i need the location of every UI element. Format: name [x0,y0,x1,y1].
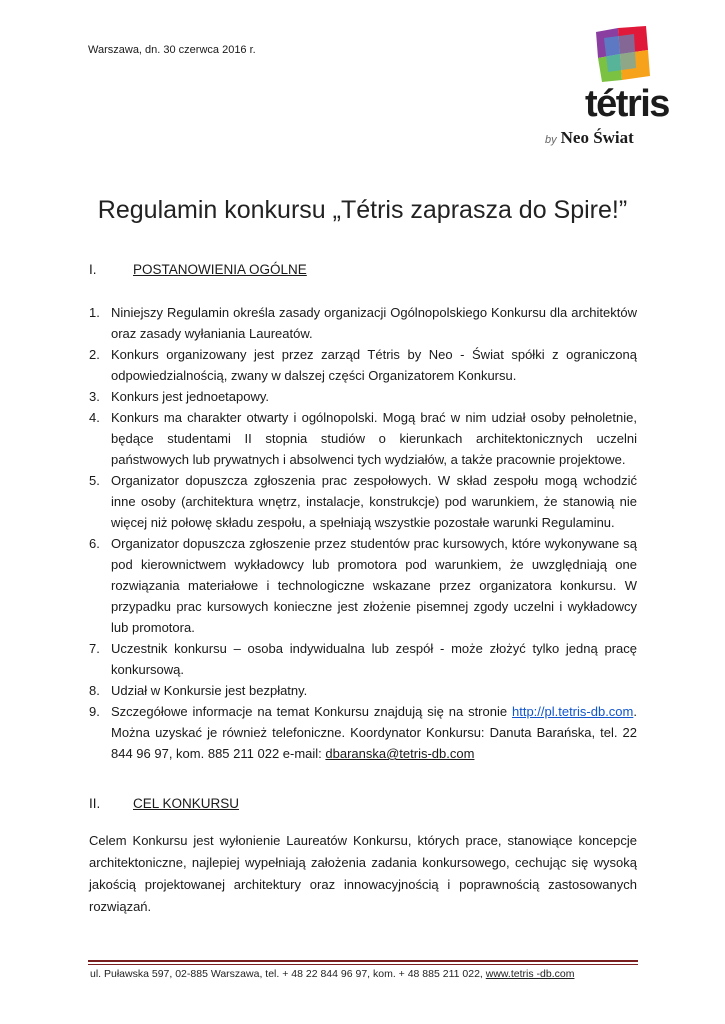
item-text: Udział w Konkursie jest bezpłatny. [111,683,308,698]
item-number: 1. [89,305,100,320]
footer [90,968,574,980]
item-text: Konkurs organizowany jest przez zarząd Tétris by Neo - Świat spółki z ograniczoną odpowiedzialnością, zwany w dalszej części Organizatorem Konkursu. [111,347,637,383]
item-number: 5. [89,473,100,488]
list-item [89,638,637,680]
section-heading-1 [89,262,307,277]
list-item [89,407,637,470]
logo-by: by [545,134,557,146]
section-number: II. [89,796,101,811]
date-line: Warszawa, dn. 30 czerwca 2016 r. [88,44,256,56]
item-number: 7. [89,641,100,656]
list-item [89,470,637,533]
item-text: Organizator dopuszcza zgłoszenie przez studentów prac kursowych, które wykonywane są pod kierownictwem wykładowcy lub promotora pod warunkiem, że uwzględniają one rozwiązania materiałowe i technologiczne wskazane przez organizatora konkursu. W przypadku prac kursowych konieczne jest złożenie pisemnej zgody uczelni i wykładowcy lub promotora. [111,536,637,635]
rules-list [89,302,637,764]
cube-logo-icon [590,24,658,84]
footer-website-link[interactable]: www.tetris -db.com [485,968,575,980]
item-number: 6. [89,536,100,551]
coordinator-email-link[interactable]: dbaranska@tetris-db.com [325,746,475,761]
tetris-logo [545,22,669,152]
item-text: Niniejszy Regulamin określa zasady organizacji Ogólnopolskiego Konkursu dla architektów oraz zasady wyłaniania Laureatów. [111,305,637,341]
logo-byline [545,128,634,148]
item-number: 3. [89,389,100,404]
contest-website-link[interactable]: http://pl.tetris-db.com [511,704,634,719]
footer-divider-thin [88,964,638,965]
item-text-before: Szczegółowe informacje na temat Konkursu znajdują się na stronie [111,704,512,719]
item-number: 8. [89,683,100,698]
list-item [89,344,637,386]
section-heading-2 [89,796,239,811]
item-text-mid: . Można uzyskać je również telefoniczne. Koordynator Konkursu: Danuta Barańska, tel. 22 844 96 97, kom. 885 211 022 e-mail: [111,704,637,761]
list-item [89,533,637,638]
item-number: 9. [89,704,100,719]
item-number: 4. [89,410,100,425]
section-title: CEL KONKURSU [133,796,240,811]
list-item [89,302,637,344]
list-item [89,701,637,764]
document-title: Regulamin konkursu „Tétris zaprasza do Spire!” [97,196,628,224]
footer-divider [88,960,638,962]
brand-name: tétris [585,83,669,125]
section-number: I. [89,262,97,277]
list-item [89,680,637,701]
item-number: 2. [89,347,100,362]
item-text: Konkurs ma charakter otwarty i ogólnopolski. Mogą brać w nim udział osoby pełnoletnie, będące studentami II stopnia studiów o kierunkach architektonicznych uczelni państwowych lub prywatnych i absolwenci tych wydziałów, a także pracownie projektowe. [111,410,637,467]
footer-address: ul. Puławska 597, 02-885 Warszawa, tel. + 48 22 844 96 97, kom. + 48 885 211 022, [90,968,486,980]
logo-company: Neo Świat [560,128,634,147]
item-text: Konkurs jest jednoetapowy. [111,389,270,404]
goal-paragraph: Celem Konkursu jest wyłonienie Laureatów Konkursu, których prace, stanowiące koncepcje architektoniczne, najlepiej wypełniają założenia zadania konkursowego, cechując się wysoką jakością projektowanej architektury oraz innowacyjnością i poprawnością zastosowanych rozwiązań. [89,833,637,914]
list-item [89,386,637,407]
item-text: Uczestnik konkursu – osoba indywidualna lub zespół - może złożyć tylko jedną pracę konkursową. [111,641,637,677]
section-title: POSTANOWIENIA OGÓLNE [133,262,307,277]
item-text: Organizator dopuszcza zgłoszenia prac zespołowych. W skład zespołu mogą wchodzić inne osoby (architektura wnętrz, instalacje, konstrukcje) pod warunkiem, że stanowią nie więcej niż połowę składu zespołu, a spełniają wszystkie pozostałe warunki Regulaminu. [111,473,637,530]
